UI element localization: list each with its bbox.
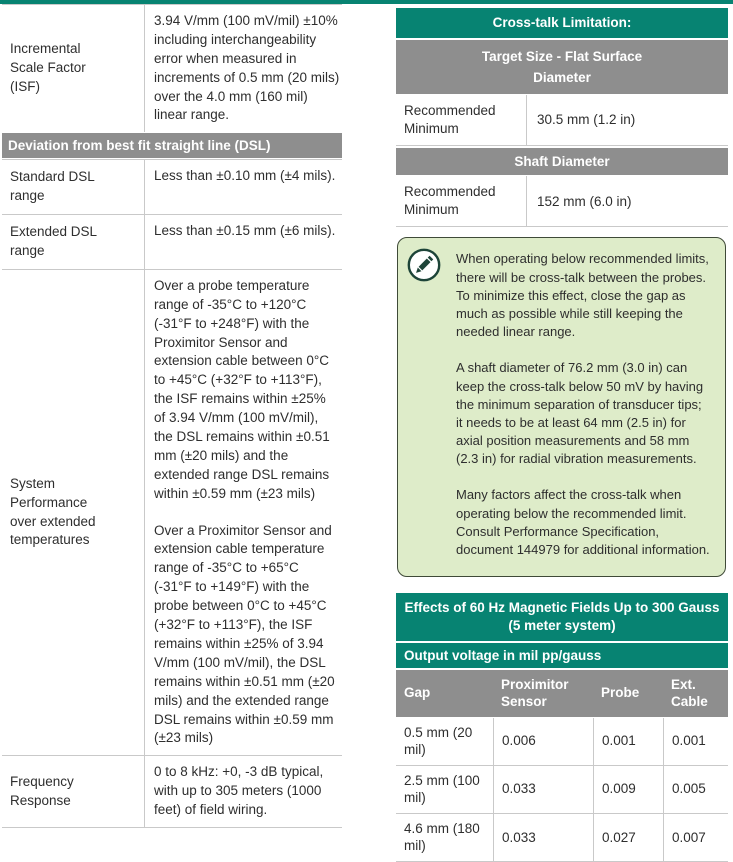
row-value: 152 mm (6.0 in) (526, 176, 728, 226)
system-performance-paragraph-1: Over a probe temperature range of -35°C to +120°C (-31°F to +248°F) with the Proximitor Sensor and extension cable between 0°C to +45°C (+32°F to +113°F), the ISF remains within ±25% of 3.94 V/mm (100 mV/mil), the DSL remains within ±0.51 mm (±20 mils) and the extended range DSL remains within ±0.59 mm (±23 mils) (154, 277, 330, 501)
table-row-extended-dsl (2, 214, 342, 269)
row-value: 0 to 8 kHz: +0, -3 dB typical, with up to 305 meters (1000 feet) of field wiring. (144, 756, 342, 827)
table-row-isf (2, 4, 342, 132)
cell-gap: 4.6 mm (180 mil) (404, 820, 480, 854)
column-header-ext-cable: Ext. Cable (671, 676, 708, 710)
row-label: Incremental Scale Factor (ISF) (10, 41, 86, 95)
row-label: Recommended Minimum (404, 183, 496, 218)
row-value: Less than ±0.15 mm (±6 mils). (144, 215, 342, 269)
table-row-frequency-response (2, 755, 342, 828)
target-size-header-line1: Target Size - Flat Surface (481, 48, 643, 64)
crosstalk-limitation-header: Cross-talk Limitation: (396, 8, 728, 38)
row-value: Less than ±0.10 mm (±4 mils). (144, 160, 342, 214)
pencil-icon (407, 248, 441, 282)
section-header-dsl: Deviation from best fit straight line (DSL) (2, 133, 342, 158)
note-paragraph-3: Many factors affect the cross-talk when operating below the recommended limit. Consult Performance Specification, document 144979 for additional information. (456, 487, 710, 558)
column-header-probe: Probe (601, 685, 640, 701)
note-text (456, 250, 711, 559)
column-header-proximitor-sensor: Proximitor Sensor (501, 676, 569, 710)
magnetic-table-header-row (396, 670, 728, 717)
note-paragraph-1: When operating below recommended limits, there will be cross-talk between the probes. To minimize this effect, close the gap as much as possible while still keeping the needed linear range. (456, 251, 709, 340)
cell-proximitor: 0.033 (493, 766, 593, 813)
cell-ext-cable: 0.005 (663, 766, 728, 813)
cell-gap: 2.5 mm (100 mil) (404, 772, 480, 806)
magnetic-fields-subtitle: Output voltage in mil pp/gauss (396, 643, 728, 668)
cell-probe: 0.027 (593, 814, 663, 861)
row-value (144, 270, 342, 755)
performance-spec-table (2, 4, 342, 828)
note-callout (397, 237, 726, 577)
shaft-diameter-header: Shaft Diameter (396, 148, 728, 175)
cell-proximitor: 0.006 (493, 718, 593, 765)
table-row-shaft-minimum (396, 176, 728, 227)
row-label: System Performance over extended temperatures (10, 475, 96, 548)
right-column (396, 8, 728, 862)
cell-ext-cable: 0.007 (663, 814, 728, 861)
row-label: Frequency Response (10, 773, 74, 808)
table-row (396, 718, 728, 766)
row-label: Recommended Minimum (404, 102, 496, 136)
cell-proximitor: 0.033 (493, 814, 593, 861)
table-row (396, 766, 728, 814)
target-size-header (396, 40, 728, 94)
cell-gap: 0.5 mm (20 mil) (404, 724, 473, 758)
table-row-flat-surface-minimum (396, 95, 728, 146)
table-row (396, 814, 728, 862)
cell-probe: 0.001 (593, 718, 663, 765)
cell-ext-cable: 0.001 (663, 718, 728, 765)
table-row-system-performance (2, 269, 342, 755)
column-header-gap: Gap (404, 685, 431, 701)
magnetic-fields-title: Effects of 60 Hz Magnetic Fields Up to 300 Gauss (5 meter system) (396, 593, 728, 640)
note-paragraph-2: A shaft diameter of 76.2 mm (3.0 in) can keep the cross-talk below 50 mV by having the minimum separation of transducer tips; it needs to be at least 64 mm (2.5 in) for axial position measurements and 58 mm (2.3 in) for radial vibration measurements. (456, 360, 704, 467)
row-value: 30.5 mm (1.2 in) (526, 95, 728, 145)
cell-probe: 0.009 (593, 766, 663, 813)
row-label: Extended DSL range (10, 224, 97, 259)
system-performance-paragraph-2: Over a Proximitor Sensor and extension cable temperature range of -35°C to +65°C (-31°F to +149°F) with the probe between 0°C to +45°C (+32°F to +113°F), the ISF remains within ±25% of 3.94 V/mm (100 mV/mil), the DSL remains within ±0.51 mm (±20 mils) and the extended range DSL remains within ±0.59 mm (±23 mils) (154, 522, 335, 746)
target-size-header-line2: Diameter (533, 69, 591, 85)
table-row-standard-dsl (2, 159, 342, 214)
row-label: Standard DSL range (10, 169, 95, 204)
row-value: 3.94 V/mm (100 mV/mil) ±10% including interchangeability error when measured in increments of 0.5 mm (20 mils) over the 4.0 mm (160 mil) linear range. (144, 5, 342, 132)
